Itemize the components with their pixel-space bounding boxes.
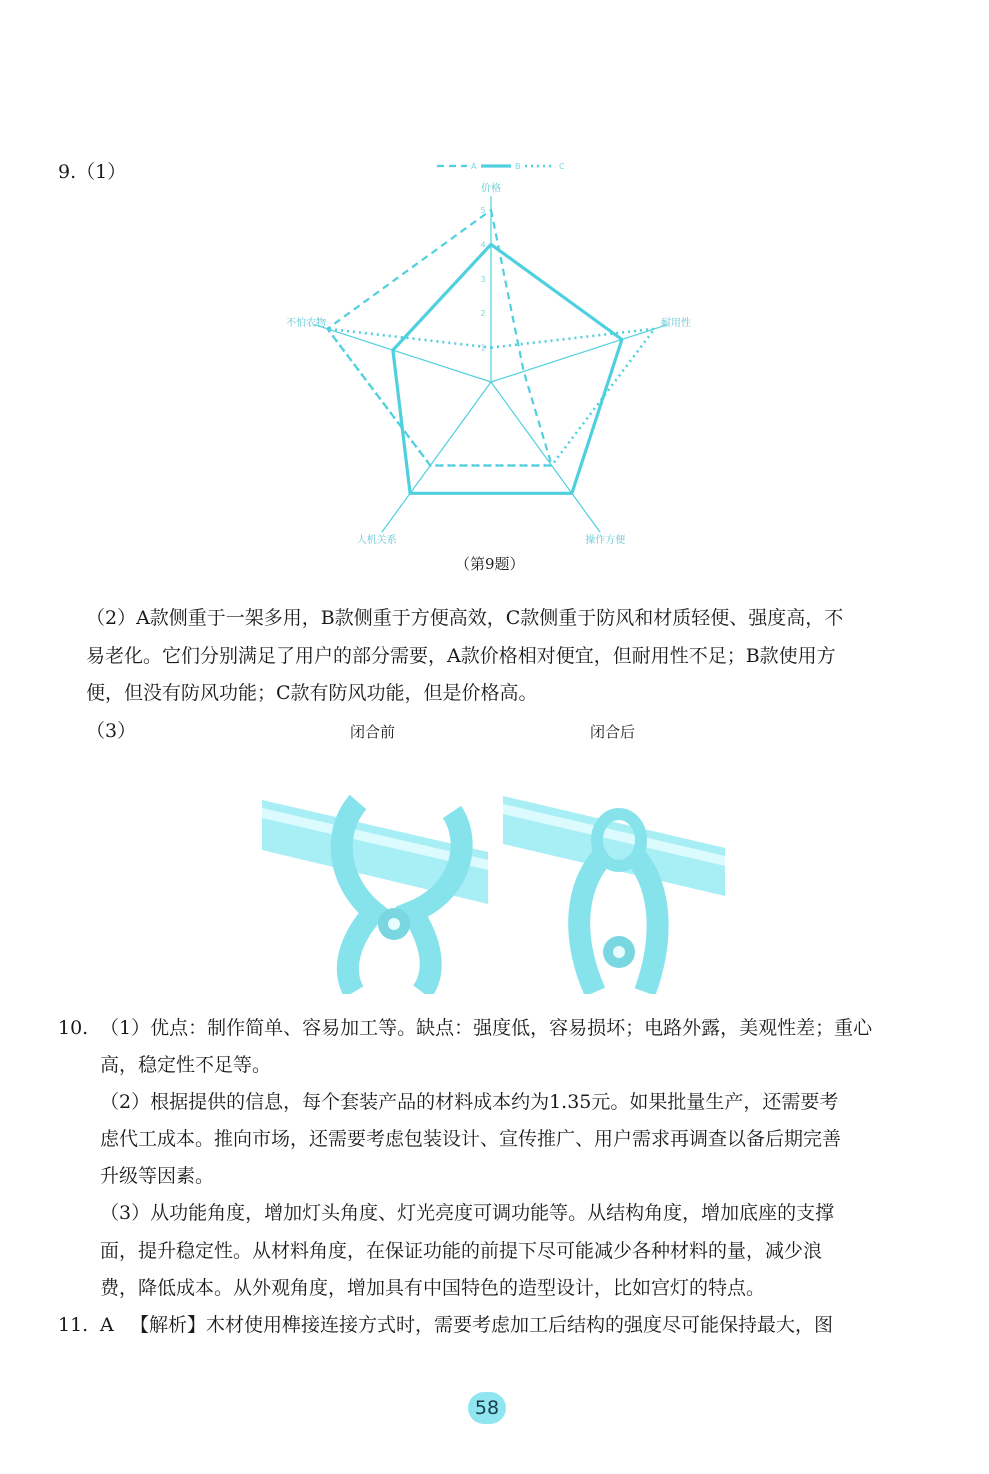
clip-after-image [503, 792, 725, 994]
q10-line-7: 面，提升稳定性。从材料角度，在保证功能的前提下尽可能减少各种材料的量，减少浪 [100, 1240, 823, 1262]
q9-part2-line2: 易老化。它们分别满足了用户的部分需要，A款价格相对便宜，但耐用性不足；B款使用方 [86, 645, 836, 667]
q11-text: 【解析】木材使用榫接连接方式时，需要考虑加工后结构的强度尽可能保持最大，图 [130, 1314, 834, 1336]
radar-tick-label: 3 [480, 274, 486, 284]
legend-label-A: A [471, 162, 477, 171]
clip-before-image [262, 792, 488, 994]
radar-axis-5 [314, 325, 491, 382]
radar-tick-label: 5 [480, 206, 486, 215]
radar-series-B [393, 244, 622, 493]
q10-line-6: （3）从功能角度，增加灯头角度、灯光亮度可调功能等。从结构角度，增加底座的支撑 [100, 1202, 835, 1224]
q10-line-4: 虑代工成本。推向市场，还需要考虑包装设计、宣传推广、用户需求再调查以备后期完善 [100, 1128, 842, 1150]
radar-axis-label-4: 人机关系 [356, 535, 397, 547]
q10-line-8: 费，降低成本。从外观角度，增加具有中国特色的造型设计，比如宫灯的特点。 [100, 1277, 766, 1299]
radar-axis-label-1: 价格 [481, 183, 501, 195]
radar-chart [265, 150, 715, 550]
q10-line-3: （2）根据提供的信息，每个套装产品的材料成本约为1.35元。如果批量生产，还需要考 [100, 1091, 839, 1113]
legend-label-B: B [515, 162, 521, 171]
radar-tick-label: 2 [480, 309, 486, 319]
radar-axis-label-2: 耐用性 [660, 317, 691, 329]
radar-axis-2 [491, 325, 668, 382]
figure-caption: （第9题） [455, 555, 525, 573]
radar-series-A [327, 210, 551, 466]
radar-tick-label: 4 [480, 240, 486, 250]
q9-part3-label: （3） [86, 720, 137, 742]
question-9-label: 9.（1） [58, 161, 127, 183]
q10-line-5: 升级等因素。 [100, 1165, 215, 1187]
q9-part2-line3: 便，但没有防风功能；C款有防风功能，但是价格高。 [86, 682, 538, 704]
legend-label-C: C [559, 162, 565, 171]
q9-part2-line1: （2）A款侧重于一架多用，B款侧重于方便高效，C款侧重于防风和材质轻便、强度高，不 [86, 607, 844, 629]
radar-axis-label-3: 操作方便 [585, 535, 626, 547]
radar-axis-label-5: 不怕农物 [286, 317, 327, 329]
page-number: 58 [468, 1392, 506, 1424]
question-11-label: 11. [58, 1314, 89, 1336]
q10-line-1: （1）优点：制作简单、容易加工等。缺点：强度低，容易损坏；电路外露，美观性差；重心 [100, 1017, 873, 1039]
question-10-label: 10. [58, 1017, 89, 1039]
q11-answer: A [100, 1314, 114, 1336]
photo-left-label: 闭合前 [350, 723, 396, 741]
photo-right-label: 闭合后 [590, 723, 636, 741]
radar-tick-label: 1 [480, 343, 486, 353]
q10-line-2: 高，稳定性不足等。 [100, 1054, 272, 1076]
